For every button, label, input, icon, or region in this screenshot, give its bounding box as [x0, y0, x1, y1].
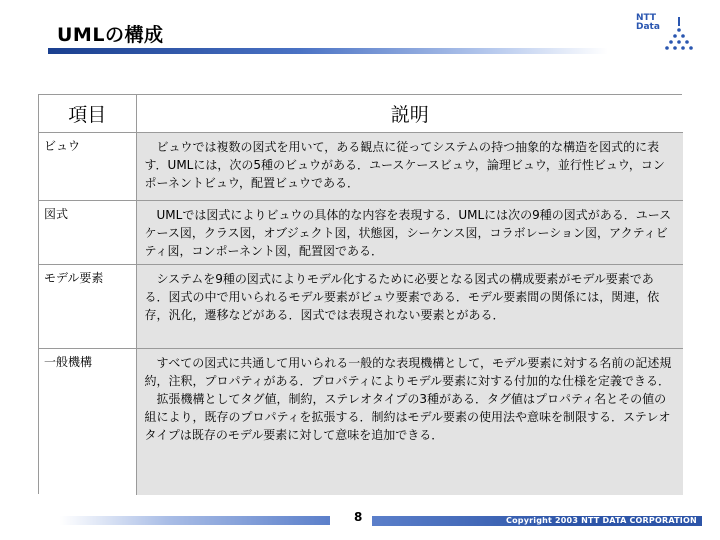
footer-bar-left: [60, 516, 330, 525]
column-header-description: 説明: [136, 95, 683, 132]
table-row: [39, 200, 683, 264]
table-row: [39, 132, 683, 200]
row-description: [136, 348, 683, 495]
description-paragraph: すべての図式に共通して用いられる一般的な表現機構として，モデル要素に対する名前の記述規約，注釈，プロパティがある．プロパティによりモデル要素に対する付加的な仕様を定義できる．: [144, 355, 672, 388]
logo-text-line2: Data: [636, 22, 660, 32]
uml-structure-table: [38, 94, 682, 494]
row-description: [136, 132, 683, 200]
logo-text: [636, 14, 660, 32]
table-row: [39, 348, 683, 495]
copyright-text: Copyright 2003 NTT DATA CORPORATION: [506, 516, 697, 525]
description-paragraph: UMLでは図式によりビュウの具体的な内容を表現する．UMLには次の9種の図式がある．ユースケース図，クラス図，オブジェクト図，状態図，シーケンス図，コラボレーション図，アクティビティ図，コンポーネント図，配置図である．: [144, 207, 672, 258]
row-item-name: モデル要素: [39, 264, 136, 348]
row-item-name: 一般機構: [39, 348, 136, 495]
description-paragraph: 拡張機構としてタグ値，制約，ステレオタイプの3種がある．タグ値はプロパティ名とその値の組により，既存のプロパティを拡張する．制約はモデル要素の使用法や意味を制限する．ステレオタイプは既存のモデル要素に対して意味を追加できる．: [144, 391, 671, 442]
table-header-row: [39, 95, 683, 132]
logo-text-line1: NTT: [636, 13, 657, 23]
slide-header: [0, 0, 720, 60]
row-description: [136, 264, 683, 348]
row-item-name: 図式: [39, 200, 136, 264]
title-underline: [48, 48, 608, 54]
row-item-name: ビュウ: [39, 132, 136, 200]
column-header-item: 項目: [39, 95, 136, 132]
row-description: [136, 200, 683, 264]
description-paragraph: ビュウでは複数の図式を用いて，ある観点に従ってシステムの持つ抽象的な構造を図式的に表す．UMLには，次の5種のビュウがある．ユースケースビュウ，論理ビュウ，並行性ビュウ，コンポーネントビュウ，配置ビュウである．: [144, 139, 665, 190]
description-paragraph: システムを9種の図式によりモデル化するために必要となる図式の構成要素がモデル要素である．図式の中で用いられるモデル要素がビュウ要素である．モデル要素間の関係には，関連，依存，汎化，遷移などがある．図式では表現されない要素とがある．: [144, 271, 660, 322]
table-row: [39, 264, 683, 348]
page-title: UMLの構成: [57, 24, 164, 46]
page-number: 8: [354, 510, 363, 524]
